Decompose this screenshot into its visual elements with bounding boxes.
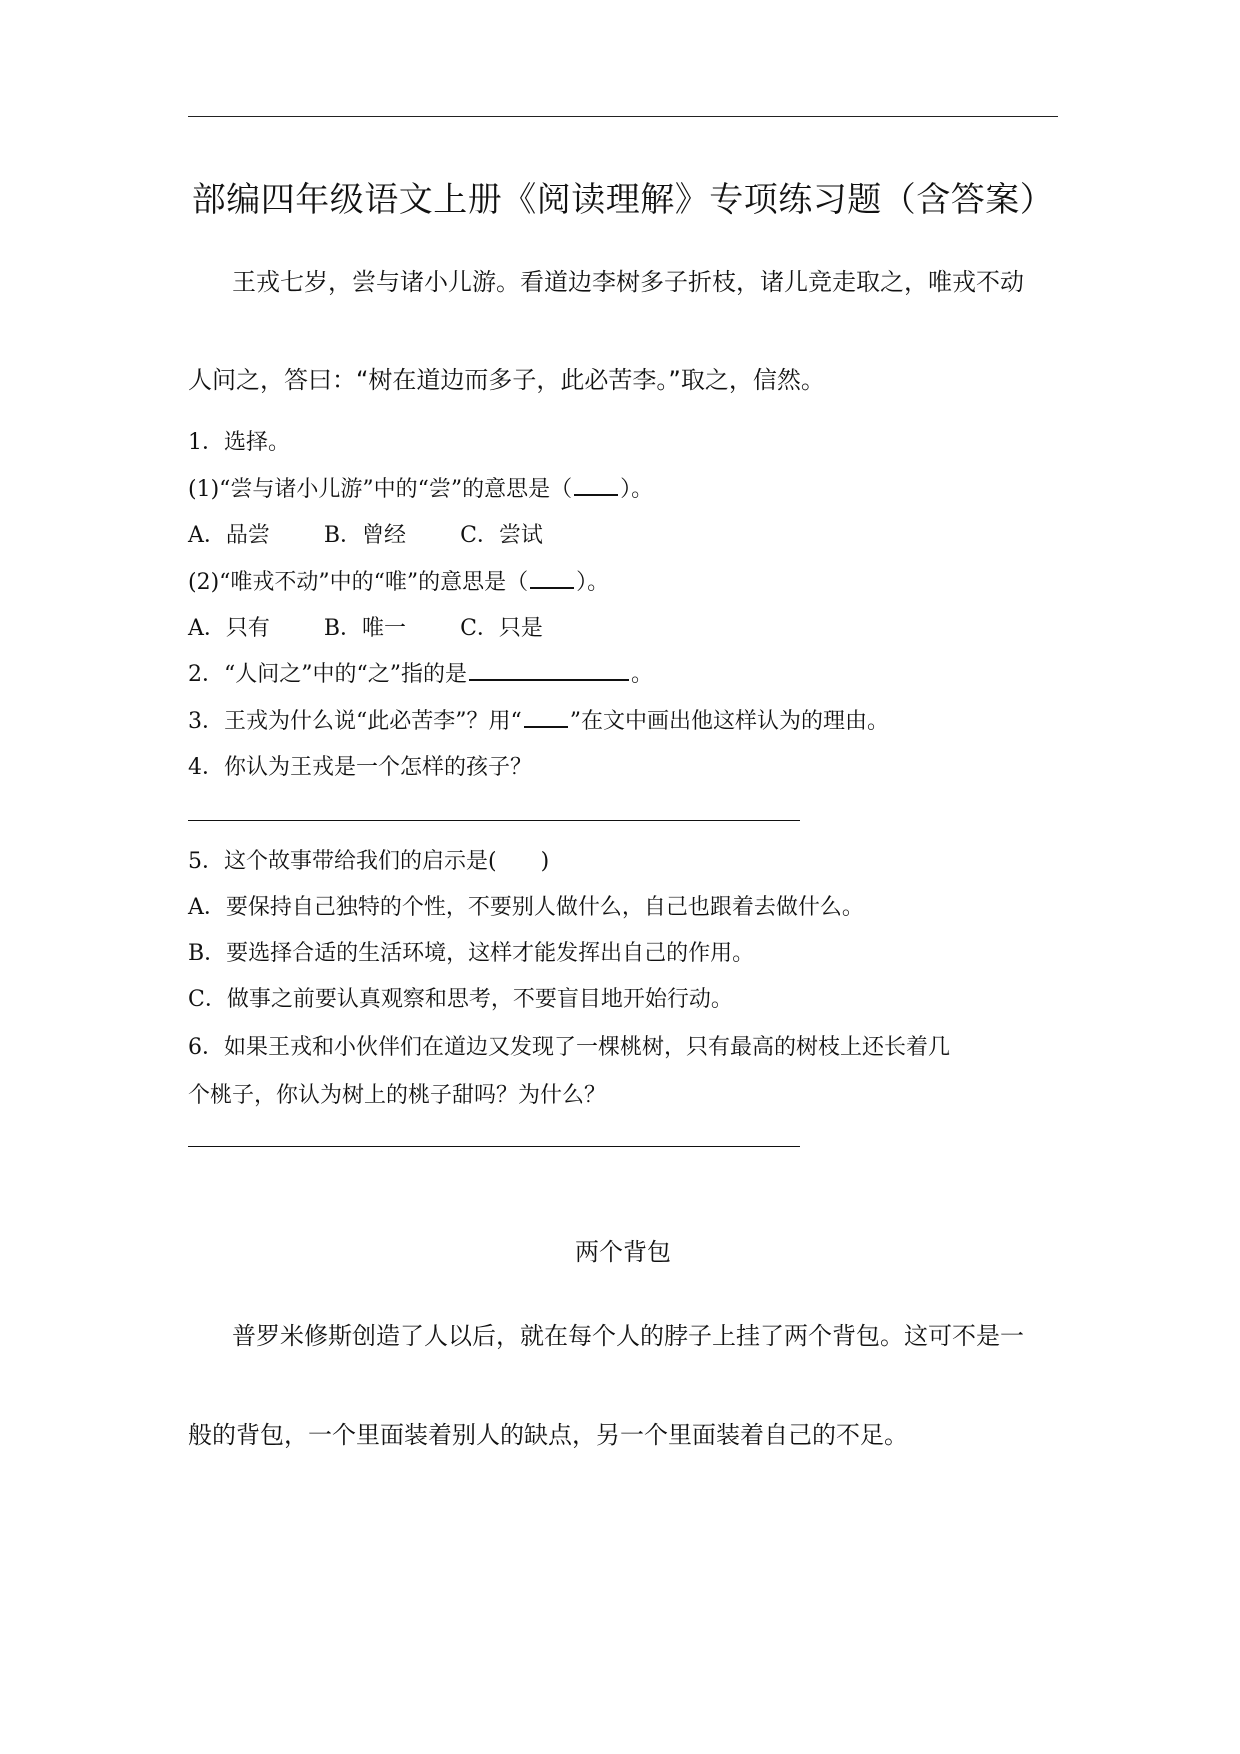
question-6-line-1: 6．如果王戎和小伙伴们在道边又发现了一棵桃树，只有最高的树枝上还长着几 <box>188 1035 950 1060</box>
question-1-1-options <box>188 518 597 549</box>
question-1-1-text: (1)“尝与诸小儿游”中的“尝”的意思是（ <box>188 477 573 502</box>
answer-line <box>188 1146 800 1147</box>
option-a: A．只有 <box>188 616 270 641</box>
passage-line-1: 王戎七岁，尝与诸小儿游。看道边李树多子折枝，诸儿竞走取之，唯戎不动 <box>232 268 1024 296</box>
question-5: 5．这个故事带给我们的启示是( ) <box>188 849 550 874</box>
question-2-end: 。 <box>631 662 654 687</box>
option-c: C．只是 <box>460 616 543 641</box>
answer-blank <box>574 476 618 496</box>
question-3-text: 3．王戎为什么说“此必苦李”？用“ <box>188 709 522 734</box>
question-3 <box>188 704 889 735</box>
question-4: 4．你认为王戎是一个怎样的孩子？ <box>188 755 532 780</box>
answer-blank <box>530 569 574 589</box>
question-5-option-c: C．做事之前要认真观察和思考，不要盲目地开始行动。 <box>188 987 733 1012</box>
section-2-line-1: 普罗米修斯创造了人以后，就在每个人的脖子上挂了两个背包。这可不是一 <box>232 1322 1024 1350</box>
question-1-2 <box>188 565 609 596</box>
question-2 <box>188 657 653 688</box>
option-b: B．唯一 <box>323 616 407 641</box>
question-5-option-a: A．要保持自己独特的个性，不要别人做什么，自己也跟着去做什么。 <box>188 895 864 920</box>
answer-blank <box>469 661 629 681</box>
question-1-1-end: ）。 <box>620 477 654 502</box>
question-1-2-end: ）。 <box>576 570 610 595</box>
question-3-end: ”在文中画出他这样认为的理由。 <box>569 709 889 734</box>
passage-line-2: 人问之，答曰：“树在道边而多子，此必苦李。”取之，信然。 <box>188 366 825 394</box>
question-2-text: 2．“人问之”中的“之”指的是 <box>188 662 467 687</box>
question-1: 1．选择。 <box>188 430 290 455</box>
page-title: 部编四年级语文上册《阅读理解》专项练习题（含答案） <box>191 180 1055 220</box>
section-2-line-2: 般的背包，一个里面装着别人的缺点，另一个里面装着自己的不足。 <box>188 1421 908 1449</box>
option-a: A．品尝 <box>188 523 270 548</box>
question-6-line-2: 个桃子，你认为树上的桃子甜吗？为什么？ <box>188 1083 607 1108</box>
option-c: C．尝试 <box>460 523 543 548</box>
question-1-2-options <box>188 611 597 642</box>
answer-line <box>188 820 800 821</box>
question-5-option-b: B．要选择合适的生活环境，这样才能发挥出自己的作用。 <box>188 941 755 966</box>
answer-blank <box>524 708 568 728</box>
option-b: B．曾经 <box>323 523 407 548</box>
question-1-2-text: (2)“唯戎不动”中的“唯”的意思是（ <box>188 570 529 595</box>
section-title: 两个背包 <box>575 1238 671 1266</box>
header-rule <box>188 116 1058 117</box>
question-1-1 <box>188 472 653 503</box>
